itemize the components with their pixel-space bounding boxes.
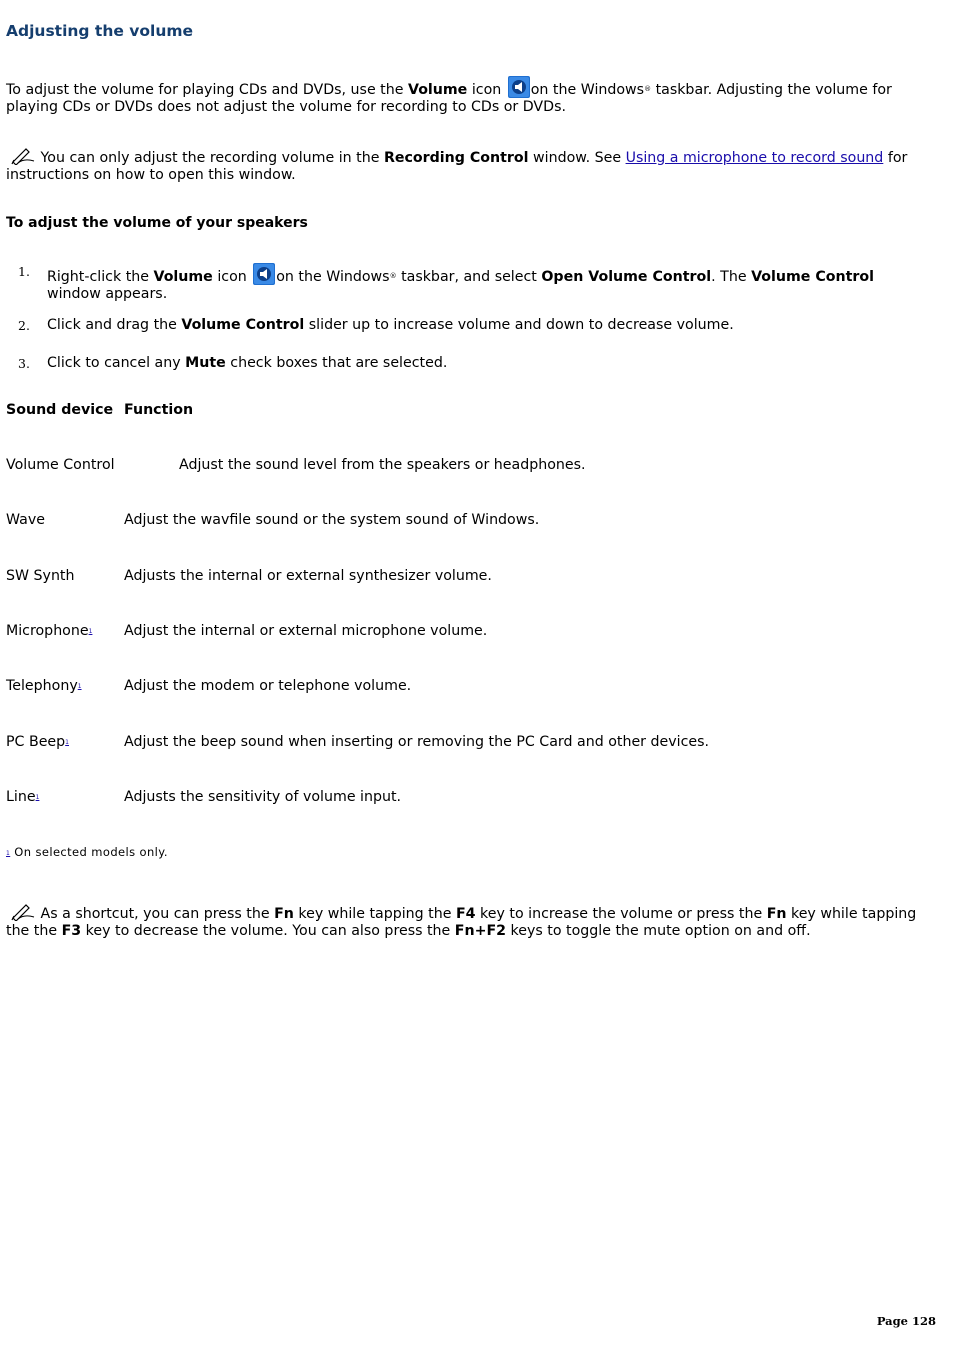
section-heading: To adjust the volume of your speakers — [6, 215, 308, 231]
footnote-link[interactable]: 1 — [65, 739, 69, 746]
footnote: 1 On selected models only. — [6, 845, 168, 859]
table-cell-device: Microphone1 — [6, 623, 93, 639]
page-number: Page 128 — [876, 1314, 936, 1328]
table-cell-function: Adjusts the internal or external synthesizer volume. — [124, 568, 492, 584]
note-shortcut: As a shortcut, you can press the Fn key while tapping the F4 key to increase the volume or press the Fn key while tapping the the F3 key to decrease the volume. You can also press the Fn+F2 keys to toggle the mute option on and off. — [6, 903, 941, 940]
page-title: Adjusting the volume — [6, 22, 194, 40]
step-3: Click to cancel any Mute check boxes that are selected. — [47, 355, 448, 371]
step-number: 2. — [18, 318, 30, 333]
table-cell-device: Telephony1 — [6, 678, 82, 694]
intro-paragraph: To adjust the volume for playing CDs and DVDs, use the Volume icon on the Windows® taskbar. Adjusting the volume for playing CDs or DVDs does not adjust the volume for recording to CDs or DVDs. — [6, 76, 941, 116]
note-pencil-icon — [10, 147, 36, 165]
table-cell-function: Adjust the wavfile sound or the system sound of Windows. — [124, 512, 540, 528]
table-cell-device: Volume Control — [6, 457, 115, 473]
table-cell-device: Line1 — [6, 789, 40, 805]
table-cell-function: Adjust the beep sound when inserting or removing the PC Card and other devices. — [124, 734, 710, 750]
step-1: Right-click the Volume icon on the Windows® taskbar, and select Open Volume Control. The Volume Control window appears. — [47, 263, 927, 303]
table-cell-function: Adjust the sound level from the speakers or headphones. — [179, 457, 586, 473]
table-cell-function: Adjust the internal or external microphone volume. — [124, 623, 488, 639]
footnote-link[interactable]: 1 — [88, 628, 93, 635]
link-microphone-record[interactable]: Using a microphone to record sound — [625, 150, 884, 166]
step-2: Click and drag the Volume Control slider up to increase volume and down to decrease volume. — [47, 317, 734, 333]
table-cell-device: PC Beep1 — [6, 734, 69, 750]
volume-icon — [508, 76, 530, 98]
note-recording: You can only adjust the recording volume in the Recording Control window. See Using a microphone to record sound for instructions on how to open this window. — [6, 147, 941, 184]
table-cell-device: SW Synth — [6, 568, 75, 584]
table-cell-function: Adjust the modem or telephone volume. — [124, 678, 412, 694]
table-cell-device: Wave — [6, 512, 45, 528]
footnote-mark[interactable]: 1 — [6, 850, 11, 857]
footnote-link[interactable]: 1 — [35, 794, 40, 801]
volume-icon — [253, 263, 275, 285]
step-number: 1. — [18, 264, 30, 279]
footnote-link[interactable]: 1 — [77, 683, 82, 690]
table-cell-function: Adjusts the sensitivity of volume input. — [124, 789, 402, 805]
note-pencil-icon — [10, 903, 36, 921]
step-number: 3. — [18, 356, 30, 371]
table-header-function: Function — [124, 402, 194, 418]
table-header-device: Sound device — [6, 402, 114, 418]
